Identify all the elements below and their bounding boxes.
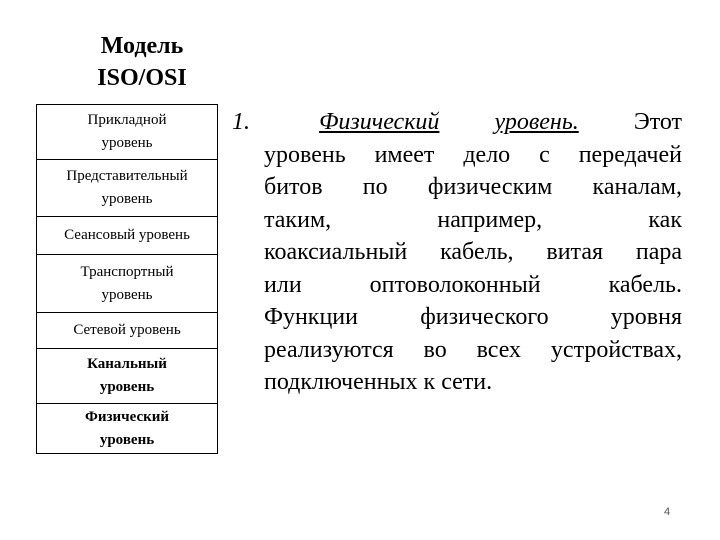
osi-layer-stack [36, 104, 218, 454]
layer-label-line: Сеансовый уровень [64, 227, 190, 243]
description-line: подключенных к сети. [264, 369, 493, 395]
layer-label-line: уровень [101, 191, 153, 207]
item-number: 1. [232, 109, 250, 135]
layer-session [37, 217, 217, 255]
layer-label-line: Физический [84, 408, 170, 425]
layer-label-line: Канальный [87, 356, 167, 372]
description-heading-line [232, 106, 682, 139]
layer-label-line: уровень [101, 135, 153, 151]
layer-transport [37, 255, 217, 313]
heading-word: Физический [319, 109, 440, 135]
heading-word: уровень. [494, 109, 579, 135]
layer-label-line: уровень [99, 431, 155, 448]
layer-label-line: Представительный [66, 168, 188, 184]
layer-label-line: Сетевой уровень [73, 322, 181, 338]
description-line: битов по физическим каналам, [264, 174, 682, 200]
description-line: уровень имеет дело с передачей [264, 141, 682, 168]
description-line: Функции физического уровня [264, 304, 682, 330]
layer-physical [37, 404, 217, 453]
layer-label-line: Транспортный [80, 263, 174, 280]
slide-title-line-1: Модель [100, 33, 184, 59]
layer-application [37, 105, 217, 160]
slide-title-line-2: ISO/OSI [97, 65, 187, 91]
description-line: или оптоволоконный кабель. [264, 271, 682, 298]
description-line: таким, например, как [264, 206, 682, 233]
layer-label-line: Прикладной [87, 112, 167, 128]
physical-layer-description [232, 106, 682, 399]
heading-rest: Этот [633, 109, 683, 135]
slide-title [72, 30, 212, 94]
description-line: реализуются во всех устройствах, [264, 336, 682, 363]
layer-network [37, 313, 217, 349]
layer-label-line: уровень [101, 286, 153, 303]
description-line: коаксиальный кабель, витая пара [264, 239, 682, 265]
layer-label-line: уровень [99, 379, 155, 395]
page-number: 4 [664, 506, 671, 518]
layer-data-link [37, 349, 217, 404]
layer-presentation [37, 160, 217, 217]
